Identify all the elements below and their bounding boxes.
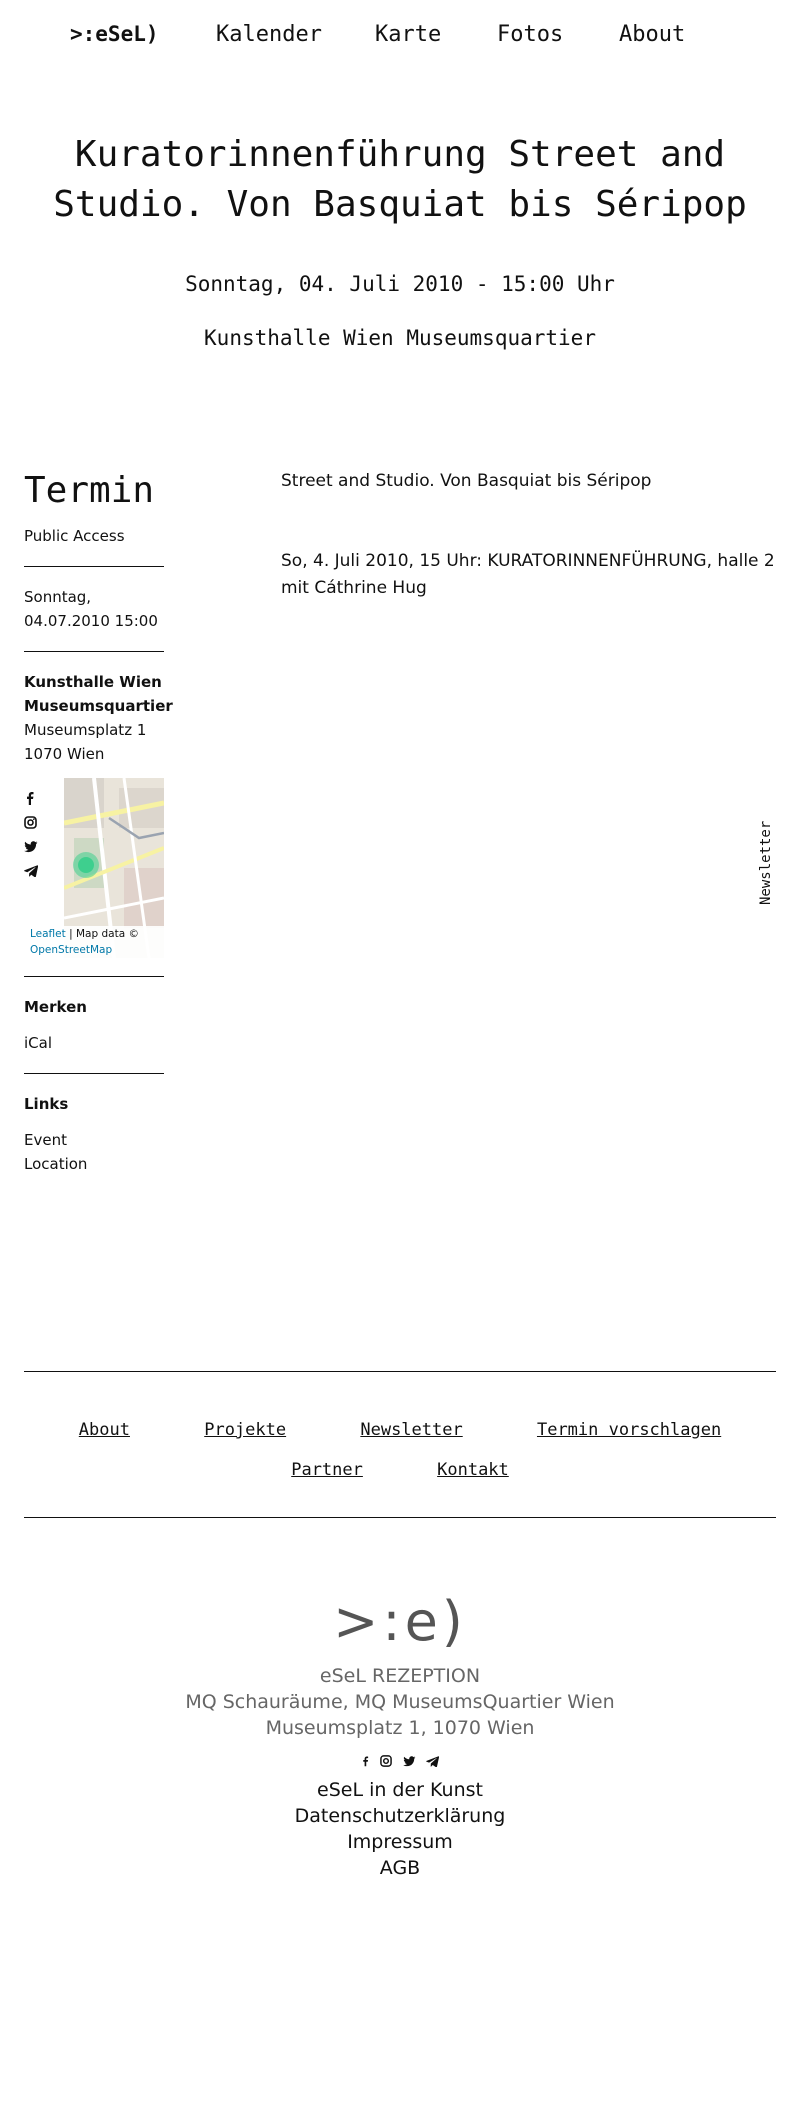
footer-logo: >:e) bbox=[333, 1590, 467, 1653]
share-icons bbox=[24, 790, 44, 886]
map-data-text: | Map data © bbox=[65, 928, 139, 940]
location-street: Museumsplatz 1 bbox=[24, 721, 147, 739]
event-date-line1: Sonntag, bbox=[24, 588, 92, 606]
footer-divider-top bbox=[24, 1371, 776, 1372]
telegram-icon[interactable] bbox=[24, 862, 44, 886]
footer-link-kontakt[interactable]: Kontakt bbox=[437, 1460, 509, 1480]
nav-item-karte[interactable]: Karte bbox=[375, 22, 442, 47]
facebook-icon[interactable] bbox=[24, 790, 44, 814]
site-logo[interactable]: >:eSeL) bbox=[70, 22, 159, 46]
footer-link-agb[interactable]: AGB bbox=[379, 1857, 421, 1879]
location-name-line1: Kunsthalle Wien bbox=[24, 673, 162, 691]
nav-item-kalender[interactable]: Kalender bbox=[216, 22, 322, 47]
top-nav bbox=[0, 22, 800, 52]
newsletter-tab[interactable]: Newsletter bbox=[758, 820, 774, 905]
location-city: 1070 Wien bbox=[24, 745, 105, 763]
location-link[interactable]: Location bbox=[24, 1155, 88, 1173]
footer-street: Museumsplatz 1, 1070 Wien bbox=[265, 1717, 535, 1739]
facebook-icon[interactable] bbox=[361, 1755, 370, 1771]
description-paragraph: Street and Studio. Von Basquiat bis Séripop bbox=[281, 471, 652, 491]
nav-item-fotos[interactable]: Fotos bbox=[497, 22, 564, 47]
footer-link-impressum[interactable]: Impressum bbox=[347, 1831, 453, 1853]
divider bbox=[24, 566, 164, 567]
links-title: Links bbox=[24, 1095, 69, 1113]
footer-link-datenschutz[interactable]: Datenschutzerklärung bbox=[294, 1805, 506, 1827]
map-attribution bbox=[24, 926, 164, 958]
access-label: Public Access bbox=[24, 527, 125, 545]
event-sidebar bbox=[24, 468, 173, 1176]
osm-link[interactable]: OpenStreetMap bbox=[30, 944, 113, 956]
footer-link-newsletter[interactable]: Newsletter bbox=[360, 1420, 463, 1440]
instagram-icon[interactable] bbox=[380, 1755, 392, 1771]
footer-link-kunst[interactable]: eSeL in der Kunst bbox=[317, 1779, 483, 1801]
event-venue: Kunsthalle Wien Museumsquartier bbox=[204, 326, 596, 350]
footer-divider-bottom bbox=[24, 1517, 776, 1518]
event-description bbox=[281, 468, 781, 655]
footer-legal-links bbox=[0, 1777, 800, 1881]
event-link[interactable]: Event bbox=[24, 1131, 67, 1149]
twitter-icon[interactable] bbox=[24, 838, 44, 862]
footer-links bbox=[0, 1410, 800, 1490]
divider bbox=[24, 651, 164, 652]
footer-org: eSeL REZEPTION bbox=[319, 1665, 481, 1687]
footer-link-about[interactable]: About bbox=[78, 1420, 130, 1440]
social-and-map bbox=[24, 778, 164, 958]
telegram-icon[interactable] bbox=[426, 1755, 439, 1771]
twitter-icon[interactable] bbox=[403, 1755, 416, 1771]
location-name-line2: Museumsquartier bbox=[24, 697, 173, 715]
event-date-line2: 04.07.2010 15:00 bbox=[24, 612, 158, 630]
event-title: Kuratorinnenführung Street and Studio. Von Basquiat bis Séripop bbox=[53, 134, 747, 225]
instagram-icon[interactable] bbox=[24, 814, 44, 838]
footer-link-projekte[interactable]: Projekte bbox=[204, 1420, 287, 1440]
footer-address bbox=[0, 1663, 800, 1741]
event-header bbox=[0, 130, 800, 350]
footer-location: MQ Schauräume, MQ MuseumsQuartier Wien bbox=[185, 1691, 615, 1713]
divider bbox=[24, 976, 164, 977]
site-footer bbox=[0, 1590, 800, 1881]
ical-link[interactable]: iCal bbox=[24, 1034, 53, 1052]
footer-social-icons bbox=[0, 1755, 800, 1771]
description-paragraph: So, 4. Juli 2010, 15 Uhr: KURATORINNENFÜHRUNG, halle 2 mit Cáthrine Hug bbox=[281, 551, 775, 598]
divider bbox=[24, 1073, 164, 1074]
footer-link-partner[interactable]: Partner bbox=[291, 1460, 363, 1480]
sidebar-heading: Termin bbox=[24, 470, 155, 511]
leaflet-link[interactable]: Leaflet bbox=[30, 928, 66, 940]
footer-link-termin-vorschlagen[interactable]: Termin vorschlagen bbox=[536, 1420, 722, 1440]
nav-item-about[interactable]: About bbox=[619, 22, 686, 47]
event-datetime: Sonntag, 04. Juli 2010 - 15:00 Uhr bbox=[185, 272, 615, 296]
merken-title: Merken bbox=[24, 998, 87, 1016]
